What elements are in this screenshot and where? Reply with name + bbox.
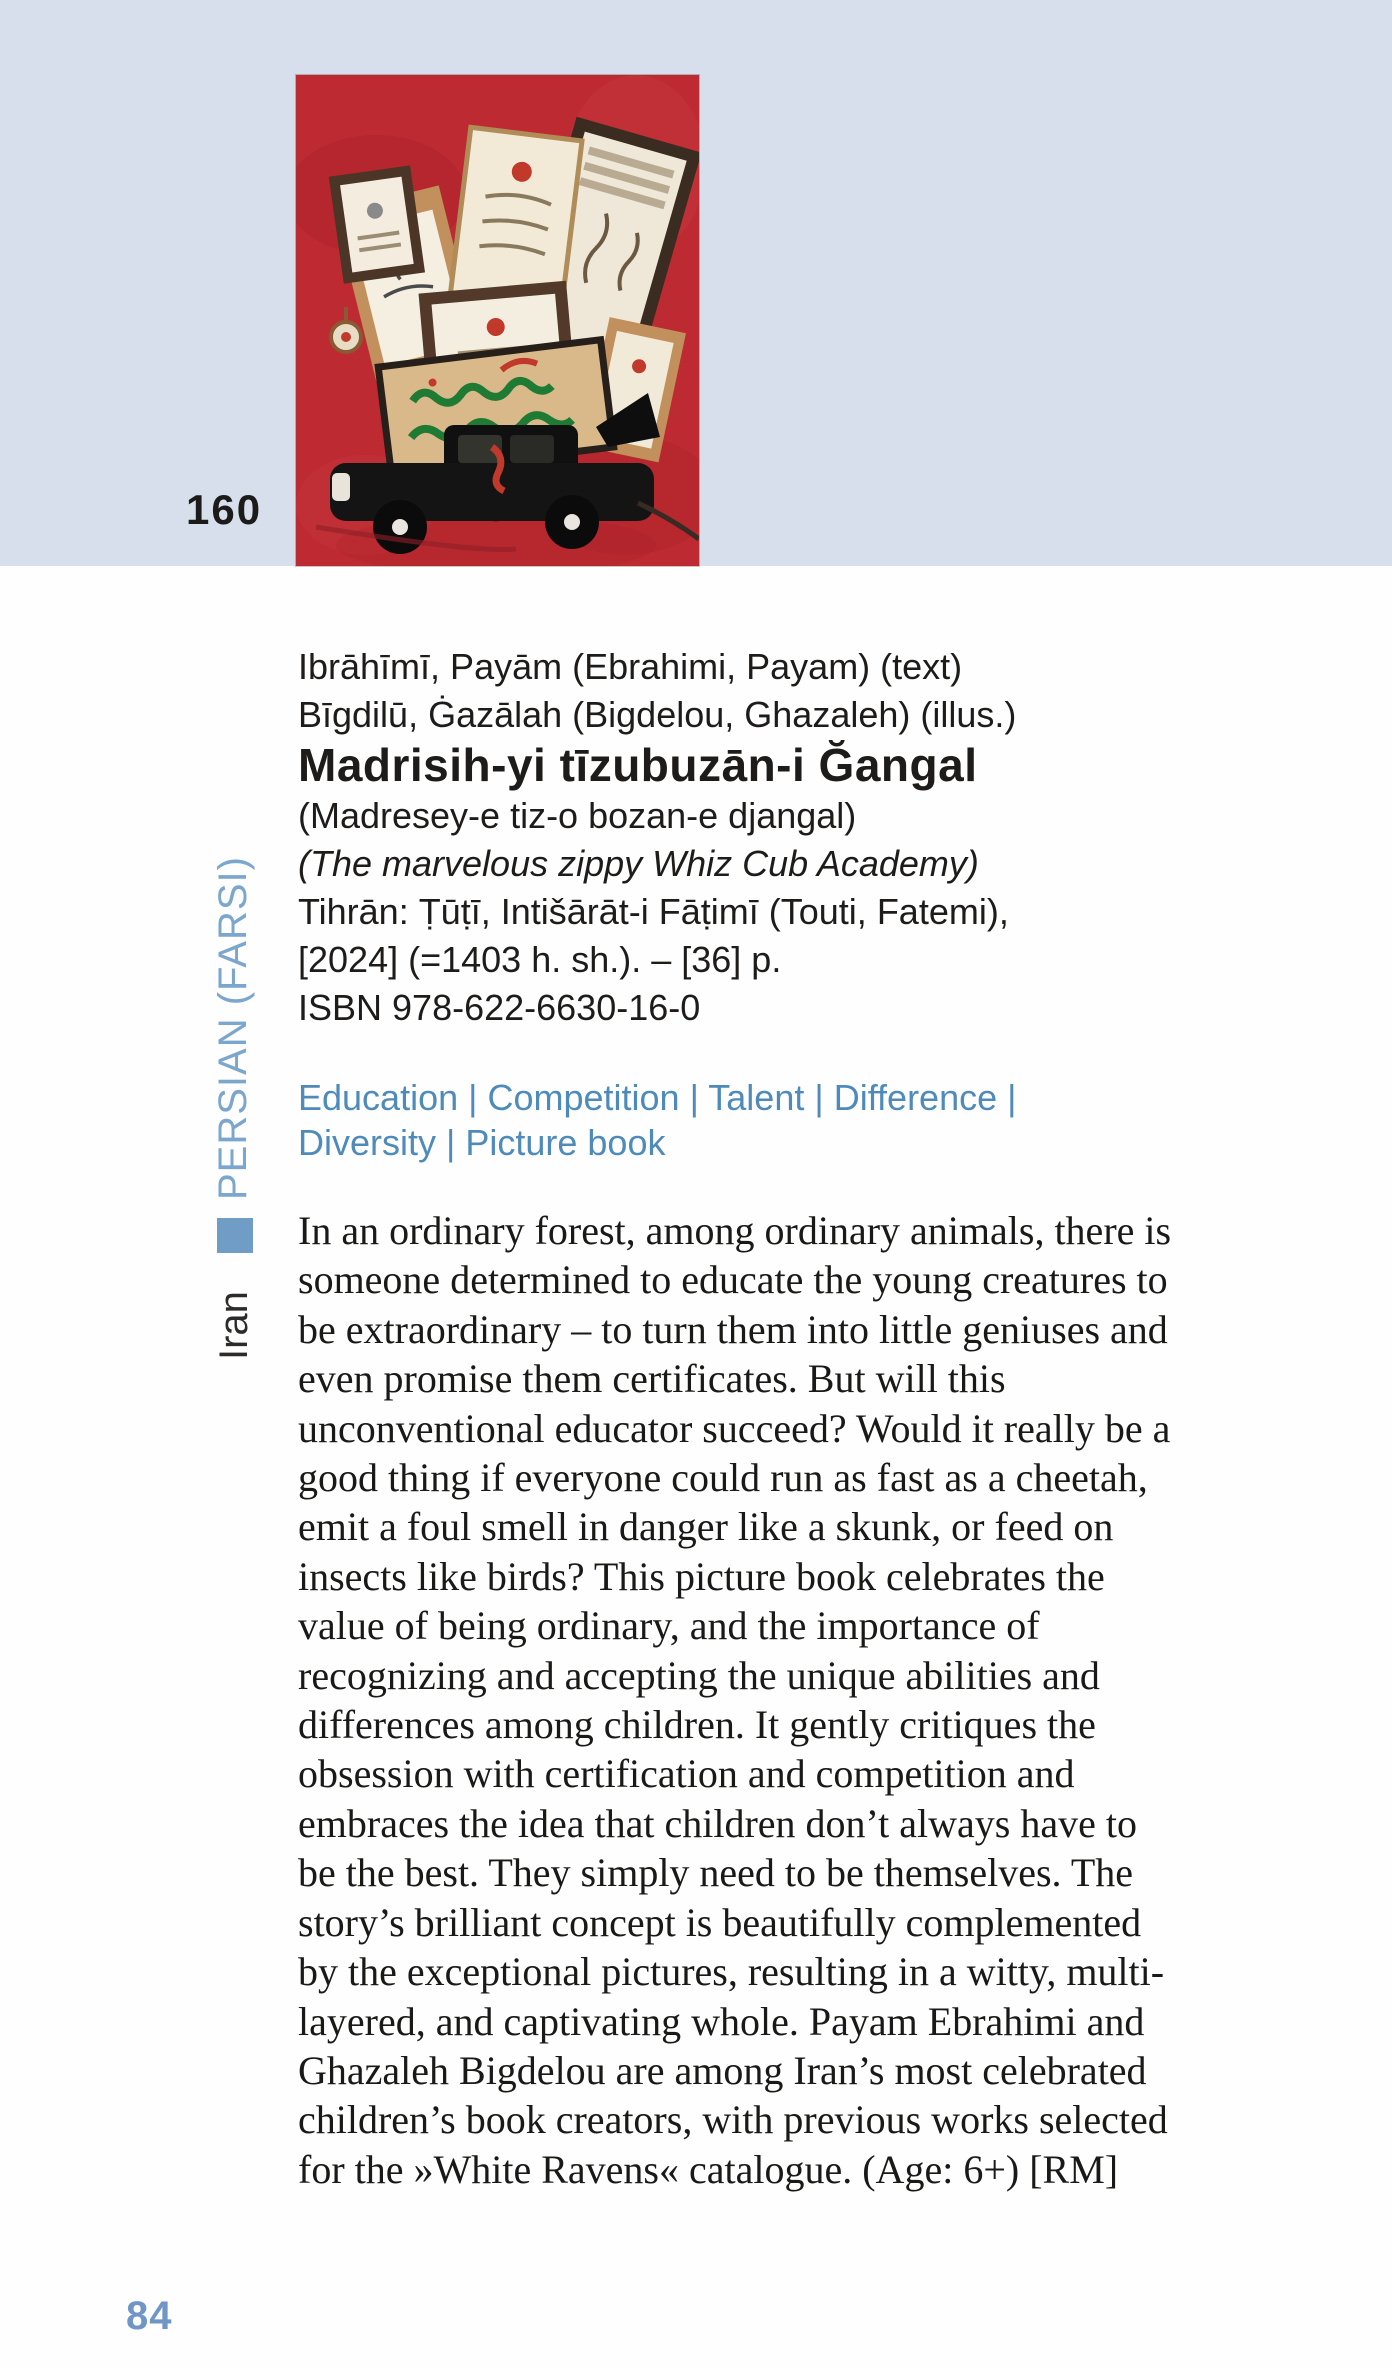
sidebar-country-label: Iran <box>212 1291 256 1360</box>
isbn-line: ISBN 978-622-6630-16-0 <box>298 987 701 1028</box>
imprint-line-2: [2024] (=1403 h. sh.). – [36] p. <box>298 939 782 980</box>
book-cover <box>296 75 699 566</box>
page-number: 84 <box>126 2294 173 2338</box>
sidebar-language-label: PERSIAN (FARSI) <box>211 856 255 1200</box>
imprint-line-1: Tihrān: Ṭūṭī, Intišārāt-i Fāṭimī (Touti, Fatemi), <box>298 891 1009 932</box>
bibliographic-block <box>298 643 1198 1032</box>
sidebar-accent-square <box>217 1218 253 1253</box>
book-cover-illustration <box>296 75 699 566</box>
frame-small-dark-left <box>329 165 425 283</box>
keyword-list <box>298 1075 1198 1165</box>
book-title: Madrisih-yi tīzubuzān-i Ğangal <box>298 739 978 791</box>
entry-number: 160 <box>186 486 263 533</box>
keyword-line-2: Diversity | Picture book <box>298 1122 666 1163</box>
review-text: In an ordinary forest, among ordinary animals, there is someone determined to educate the young creatures to be extraordinary – to turn them into little geniuses and even promise them certificates. But will this unconventional educator succeed? Would it really be a good thing if everyone could run as fast as a cheetah, emit a foul smell in danger like a skunk, or feed on insects like birds? This picture book celebrates the value of being ordinary, and the importance of recognizing and accepting the unique abilities and differences among children. It gently critiques the obsession with certification and competition and embraces the idea that children don’t always have to be the best. They simply need to be themselves. The story’s brilliant concept is beautifully complemented by the exceptional pictures, resulting in a witty, multi-layered, and captivating whole. Payam Ebrahimi and Ghazaleh Bigdelou are among Iran’s most celebrated children’s book creators, with previous works selected for the »White Ravens« catalogue. (Age: 6+) [RM] <box>298 1208 1172 2192</box>
illustrator-line: Bīgdilū, Ġazālah (Bigdelou, Ghazaleh) (illus.) <box>298 694 1017 735</box>
author-line: Ibrāhīmī, Payām (Ebrahimi, Payam) (text) <box>298 646 963 687</box>
keyword-line-1: Education | Competition | Talent | Difference | <box>298 1077 1017 1118</box>
title-translation: (The marvelous zippy Whiz Cub Academy) <box>298 843 979 884</box>
title-transcription: (Madresey-e tiz-o bozan-e djangal) <box>298 795 857 836</box>
